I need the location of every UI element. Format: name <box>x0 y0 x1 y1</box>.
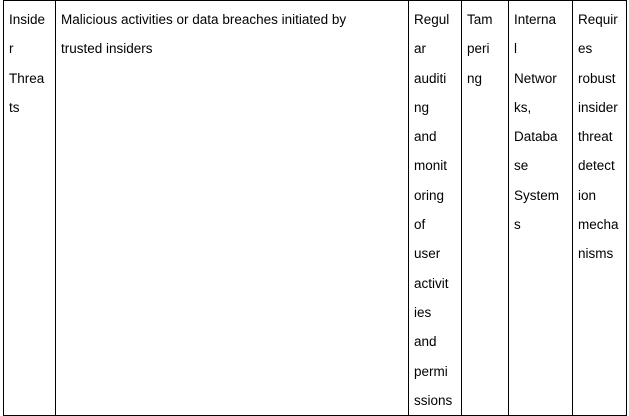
affected-systems-line: Networ <box>514 70 557 86</box>
mitigation-line: ies <box>414 304 432 320</box>
description-line: Malicious activities or data breaches initiated by <box>61 12 347 27</box>
notes-line: ion <box>578 187 597 203</box>
threat-name-line: Threa <box>9 70 45 86</box>
notes-line: threat <box>578 129 613 145</box>
mitigation-line: oring <box>414 187 445 203</box>
description-cell <box>56 1 409 416</box>
mitigation-line: of <box>414 217 426 233</box>
affected-systems-cell <box>509 1 573 416</box>
mitigation-line: ng <box>414 99 430 115</box>
notes-line: Requir <box>578 12 618 27</box>
threat-name-cell <box>4 1 56 416</box>
affected-systems-line: ks, <box>514 99 532 115</box>
mitigation-line: and <box>414 334 437 350</box>
affected-systems-line: l <box>514 41 517 57</box>
mitigation-line: and <box>414 129 437 145</box>
notes-cell <box>573 1 627 416</box>
mitigation-line: user <box>414 246 441 262</box>
affected-systems-line: Interna <box>514 12 557 27</box>
affected-systems-line: System <box>514 187 560 203</box>
affected-systems-line: se <box>514 158 529 174</box>
description-line: trusted insiders <box>61 41 153 57</box>
category-cell <box>462 1 509 416</box>
mitigation-line: ssions <box>414 392 453 408</box>
mitigation-line: monit <box>414 158 448 174</box>
notes-line: robust <box>578 70 616 86</box>
mitigation-line: auditi <box>414 70 447 86</box>
mitigation-line: permi <box>414 363 448 379</box>
threat-name-line: r <box>9 41 14 57</box>
table-row <box>4 1 627 416</box>
affected-systems-line: Databa <box>514 129 558 145</box>
threat-table <box>3 0 627 416</box>
category-line: Tam <box>467 12 493 27</box>
notes-line: mecha <box>578 217 619 233</box>
mitigation-line: activit <box>414 275 449 291</box>
category-line: peri <box>467 41 490 57</box>
notes-line: detect <box>578 158 615 174</box>
mitigation-line: ar <box>414 41 427 57</box>
affected-systems-line: s <box>514 217 521 233</box>
notes-line: es <box>578 41 593 57</box>
category-line: ng <box>467 70 483 86</box>
mitigation-line: Regul <box>414 12 450 27</box>
threat-name-line: Inside <box>9 12 46 27</box>
mitigation-cell <box>409 1 462 416</box>
notes-line: insider <box>578 99 618 115</box>
notes-line: nisms <box>578 246 614 262</box>
threat-name-line: ts <box>9 99 20 115</box>
